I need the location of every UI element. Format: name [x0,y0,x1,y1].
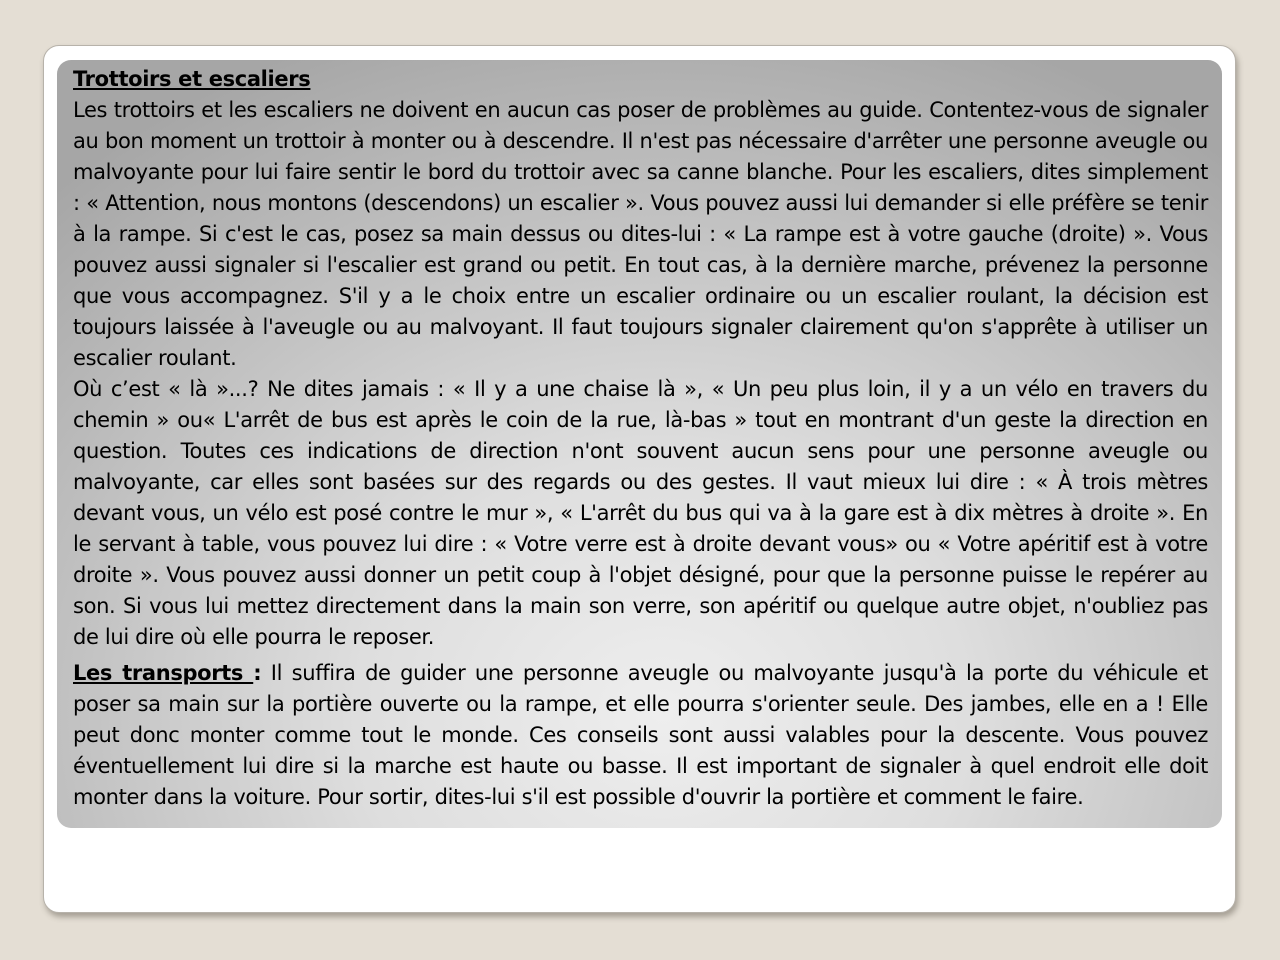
section-transports [73,658,1208,813]
section-ou-cest-la [73,374,1208,653]
paragraph-transports: Il suffira de guider une personne aveugle ou malvoyante jusqu'à la porte du véhicule et poser sa main sur la portière ouverte ou la rampe, et elle pourra s'orienter seule. Des jambes, elle en a ! Elle peut donc monter comme tout le monde. Ces conseils sont aussi valables pour la descente. Vous pouvez éventuellement lui dire si la marche est haute ou basse. Il est important de signaler à quel endroit elle doit monter dans la voiture. Pour sortir, dites-lui s'il est possible d'ouvrir la portière et comment le faire. [73,661,1208,809]
heading-colon: : [253,661,262,685]
paragraph-ou-cest-la: Où c’est « là »...? Ne dites jamais : « Il y a une chaise là », « Un peu plus loin, il y a un vélo en travers du chemin » ou« L'arrêt de bus est après le coin de la rue, là-bas » tout en montrant d'un geste la direction en question. Toutes ces indications de direction n'ont souvent aucun sens pour une personne aveugle ou malvoyante, car elles sont basées sur des regards ou des gestes. Il vaut mieux lui dire : « À trois mètres devant vous, un vélo est posé contre le mur », « L'arrêt du bus qui va à la gare est à dix mètres à droite ». En le servant à table, vous pouvez lui dire : « Votre verre est à droite devant vous» ou « Votre apéritif est à votre droite ». Vous pouvez aussi donner un petit coup à l'objet désigné, pour que la personne puisse le repérer au son. Si vous lui mettez directement dans la main son verre, son apéritif ou quelque autre objet, n'oubliez pas de lui dire où elle pourra le reposer. [73,377,1208,649]
section-heading-trottoirs: Trottoirs et escaliers [73,67,311,91]
slide-text-body [73,64,1208,813]
paragraph-trottoirs: Les trottoirs et les escaliers ne doivent en aucun cas poser de problèmes au guide. Contentez-vous de signaler au bon moment un trottoir à monter ou à descendre. Il n'est pas nécessaire d'arrêter une personne aveugle ou malvoyante pour lui faire sentir le bord du trottoir avec sa canne blanche. Pour les escaliers, dites simplement : « Attention, nous montons (descendons) un escalier ». Vous pouvez aussi lui demander si elle préfère se tenir à la rampe. Si c'est le cas, posez sa main dessus ou dites-lui : « La rampe est à votre gauche (droite) ». Vous pouvez aussi signaler si l'escalier est grand ou petit. En tout cas, à la dernière marche, prévenez la personne que vous accompagnez. S'il y a le choix entre un escalier ordinaire ou un escalier roulant, la décision est toujours laissée à l'aveugle ou au malvoyant. Il faut toujours signaler clairement qu'on s'apprête à utiliser un escalier roulant. [73,98,1208,370]
section-heading-transports: Les transports [73,661,254,685]
section-trottoirs [73,64,1208,374]
